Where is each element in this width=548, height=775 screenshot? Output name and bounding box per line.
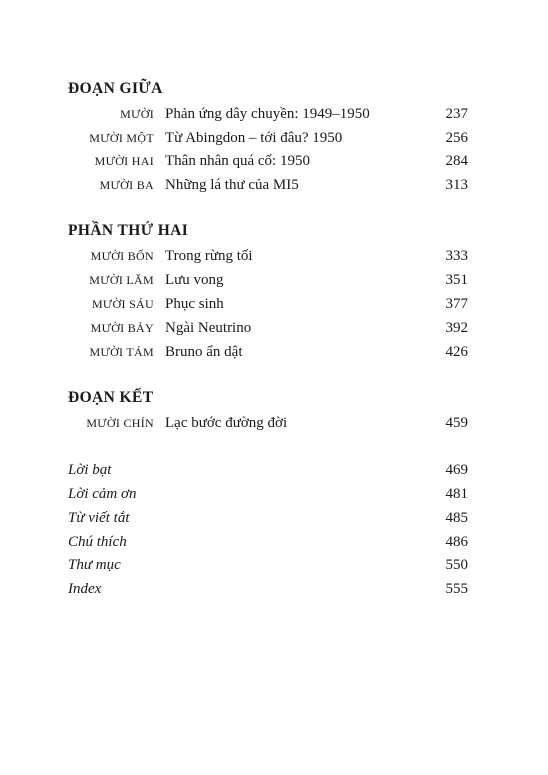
page-number: 392 [445,320,468,336]
page-number: 459 [445,415,468,431]
section-title: PHẦN THỨ HAI [68,222,189,239]
page-number: 237 [445,106,468,122]
page-number: 481 [445,486,468,502]
chapter-title: Bruno ẩn dật [165,344,243,360]
back-matter-entry [68,578,468,600]
back-matter-title: Từ viết tắt [68,510,130,526]
chapter-number: MƯỜI [120,107,154,121]
page-number: 426 [445,344,468,360]
chapter-title: Lưu vong [165,272,224,288]
chapter-number: MƯỜI HAI [94,154,154,168]
back-matter-title: Lời cảm ơn [68,486,137,502]
page-number: 469 [445,462,468,478]
page-number: 486 [445,534,468,550]
page-number: 333 [445,248,468,264]
chapter-title: Từ Abingdon – tới đâu? 1950 [165,130,343,146]
page-number: 313 [445,177,468,193]
section-title: ĐOẠN KẾT [68,389,154,406]
chapter-title: Phục sinh [165,296,224,312]
chapter-number: MƯỜI BA [99,178,154,192]
back-matter-title: Chú thích [68,534,127,550]
back-matter-entry [68,507,468,529]
toc-entry [68,269,468,291]
toc-entry [68,293,468,315]
back-matter-entry [68,459,468,481]
back-matter-entry [68,483,468,505]
chapter-number: MƯỜI LĂM [89,273,154,287]
page-number: 284 [445,153,468,169]
toc-entry [68,174,468,196]
page-number: 256 [445,130,468,146]
toc-entry [68,412,468,434]
toc-entry [68,341,468,363]
page-number: 550 [445,557,468,573]
chapter-title: Lạc bước đường đời [165,415,288,431]
section-title: ĐOẠN GIỮA [68,80,163,97]
chapter-title: Ngài Neutrino [165,320,252,336]
toc-entry [68,245,468,267]
chapter-title: Trong rừng tối [165,248,253,264]
back-matter-title: Lời bạt [68,462,112,478]
chapter-number: MƯỜI BẢY [90,321,154,335]
chapter-number: MƯỜI CHÍN [86,416,154,430]
back-matter-title: Index [68,581,102,597]
page-number: 351 [445,272,468,288]
chapter-number: MƯỜI SÁU [91,297,154,311]
chapter-number: MƯỜI TÁM [89,345,154,359]
chapter-number: MƯỜI BỐN [90,249,154,263]
back-matter-title: Thư mục [68,557,121,573]
page-number: 555 [445,581,468,597]
back-matter-entry [68,554,468,576]
page-number: 377 [445,296,468,312]
chapter-title: Những lá thư của MI5 [165,177,299,193]
chapter-number: MƯỜI MỘT [89,131,154,145]
toc-entry [68,103,468,125]
toc-entry [68,317,468,339]
page-number: 485 [445,510,468,526]
chapter-title: Phản ứng dây chuyền: 1949–1950 [165,106,370,122]
toc-entry [68,150,468,172]
back-matter-entry [68,531,468,553]
chapter-title: Thân nhân quá cố: 1950 [165,153,310,169]
toc-entry [68,127,468,149]
